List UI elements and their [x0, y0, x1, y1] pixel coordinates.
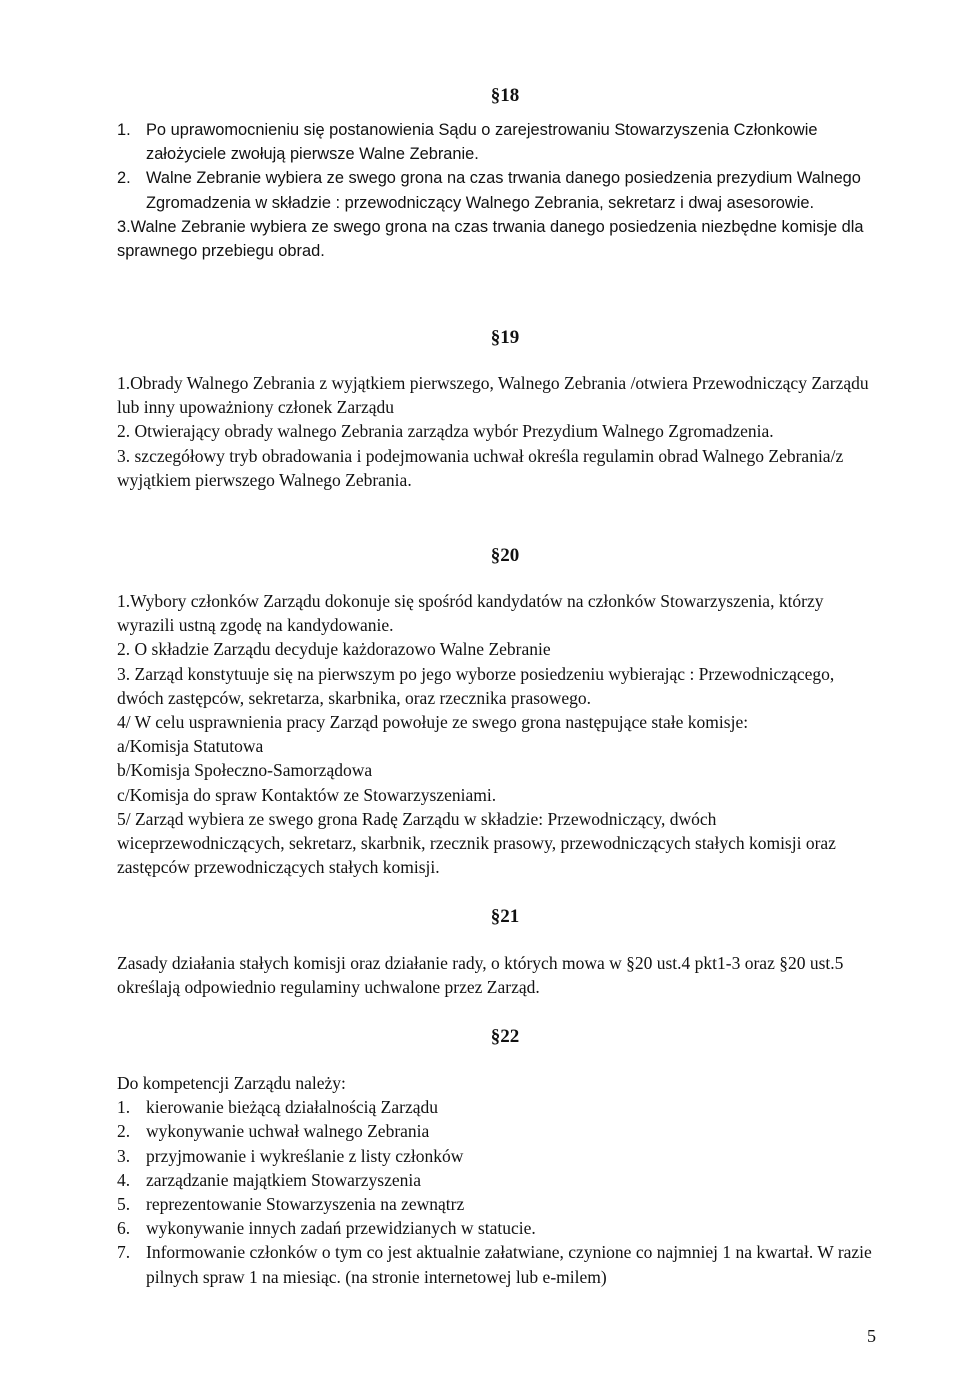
section-heading: §20 — [490, 545, 520, 566]
paragraph: 3.Walne Zebranie wybiera ze swego grona na czas trwania danego posiedzenia niezbędne komisje dla sprawnego przebiegu obrad. — [117, 217, 864, 261]
list-item-number: 5. — [117, 1194, 131, 1215]
list-item-text: wykonywanie uchwał walnego Zebrania — [146, 1121, 430, 1142]
list-item-number: 1. — [117, 121, 131, 139]
list-item-text: reprezentowanie Stowarzyszenia na zewnątrz — [146, 1194, 465, 1215]
list-item — [117, 1119, 877, 1143]
list-item-number: 2. — [117, 169, 131, 188]
list-item — [117, 1216, 877, 1240]
paragraph: 4/ W celu usprawnienia pracy Zarząd powołuje ze swego grona następujące stałe komisje: — [117, 712, 749, 733]
list-item-text: Po uprawomocnieniu się postanowienia Sądu o zarejestrowaniu Stowarzyszenia Członkowie założyciele zwołują pierwsze Walne Zebranie. — [146, 121, 818, 164]
paragraph: Zasady działania stałych komisji oraz działanie rady, o których mowa w §20 ust.4 pkt1-3 oraz §20 ust.5 określają odpowiednio regulaminy uchwalone przez Zarząd. — [117, 953, 844, 998]
paragraph: 3. szczegółowy tryb obradowania i podejmowania uchwał określa regulamin obrad Walnego Zebrania/z wyjątkiem pierwszego Walnego Zebrania. — [117, 445, 844, 490]
paragraph: 3. Zarząd konstytuuje się na pierwszym po jego wyborze posiedzeniu wybierając : Przewodniczącego, dwóch zastępców, sekretarza, skarbnika, oraz rzecznika prasowego. — [117, 663, 835, 708]
list-item-number: 1. — [117, 1097, 131, 1118]
list-item-text: zarządzanie majątkiem Stowarzyszenia — [146, 1169, 421, 1190]
paragraph: 1.Obrady Walnego Zebrania z wyjątkiem pierwszego, Walnego Zebrania /otwiera Przewodniczący Zarządu lub inny upoważniony członek Zarządu — [117, 373, 869, 418]
list-item — [117, 1168, 877, 1192]
paragraph: 5/ Zarząd wybiera ze swego grona Radę Zarządu w składzie: Przewodniczący, dwóch wiceprzewodniczących, sekretarz, skarbnik, rzecznik prasowy, przewodniczących stałych komisji oraz zastępców przewodniczących stałych komisji. — [117, 808, 836, 878]
page-number: 5 — [867, 1326, 876, 1346]
list-item-number: 4. — [117, 1169, 131, 1190]
section-20 — [117, 544, 877, 879]
list-item-number: 2. — [117, 1121, 131, 1142]
paragraph: b/Komisja Społeczno-Samorządowa — [117, 760, 373, 781]
list-item — [117, 166, 877, 214]
list-item-text: Informowanie członków o tym co jest aktualnie załatwiane, czynione co najmniej 1 na kwartał. W razie pilnych spraw 1 na miesiąc. (na stronie internetowej lub e-milem) — [146, 1242, 872, 1287]
list-item-number: 7. — [117, 1242, 131, 1263]
paragraph: a/Komisja Statutowa — [117, 736, 264, 757]
list-item — [117, 1095, 877, 1119]
section-heading: §18 — [490, 85, 520, 106]
list-item-text: kierowanie bieżącą działalnością Zarządu — [146, 1097, 438, 1118]
list-item-text: wykonywanie innych zadań przewidzianych w statucie. — [146, 1218, 536, 1239]
list-intro: Do kompetencji Zarządu należy: — [117, 1073, 346, 1093]
section-heading: §22 — [490, 1026, 520, 1047]
section-21 — [117, 905, 877, 999]
section-19 — [117, 326, 877, 492]
paragraph: 1.Wybory członków Zarządu dokonuje się spośród kandydatów na członków Stowarzyszenia, którzy wyrazili ustną zgodę na kandydowanie. — [117, 591, 824, 636]
section-heading: §19 — [490, 327, 520, 348]
paragraph: 2. Otwierający obrady walnego Zebrania zarządza wybór Prezydium Walnego Zgromadzenia. — [117, 421, 774, 442]
paragraph: c/Komisja do spraw Kontaktów ze Stowarzyszeniami. — [117, 784, 497, 805]
list-item-number: 3. — [117, 1145, 131, 1166]
list-item — [117, 1192, 877, 1216]
list-item-number: 6. — [117, 1218, 131, 1239]
section-18 — [117, 84, 877, 263]
list-item-text: przyjmowanie i wykreślanie z listy członków — [146, 1145, 464, 1166]
list-item — [117, 1144, 877, 1168]
paragraph: 2. O składzie Zarządu decyduje każdorazowo Walne Zebranie — [117, 639, 551, 660]
section-heading: §21 — [490, 906, 520, 927]
list-item — [117, 1240, 877, 1288]
list-item — [117, 118, 877, 166]
list-item-text: Walne Zebranie wybiera ze swego grona na czas trwania danego posiedzenia prezydium Walnego Zgromadzenia w składzie : przewodniczący Walnego Zebrania, sekretarz i dwaj asesorowie. — [146, 169, 861, 212]
section-22 — [117, 1025, 877, 1289]
